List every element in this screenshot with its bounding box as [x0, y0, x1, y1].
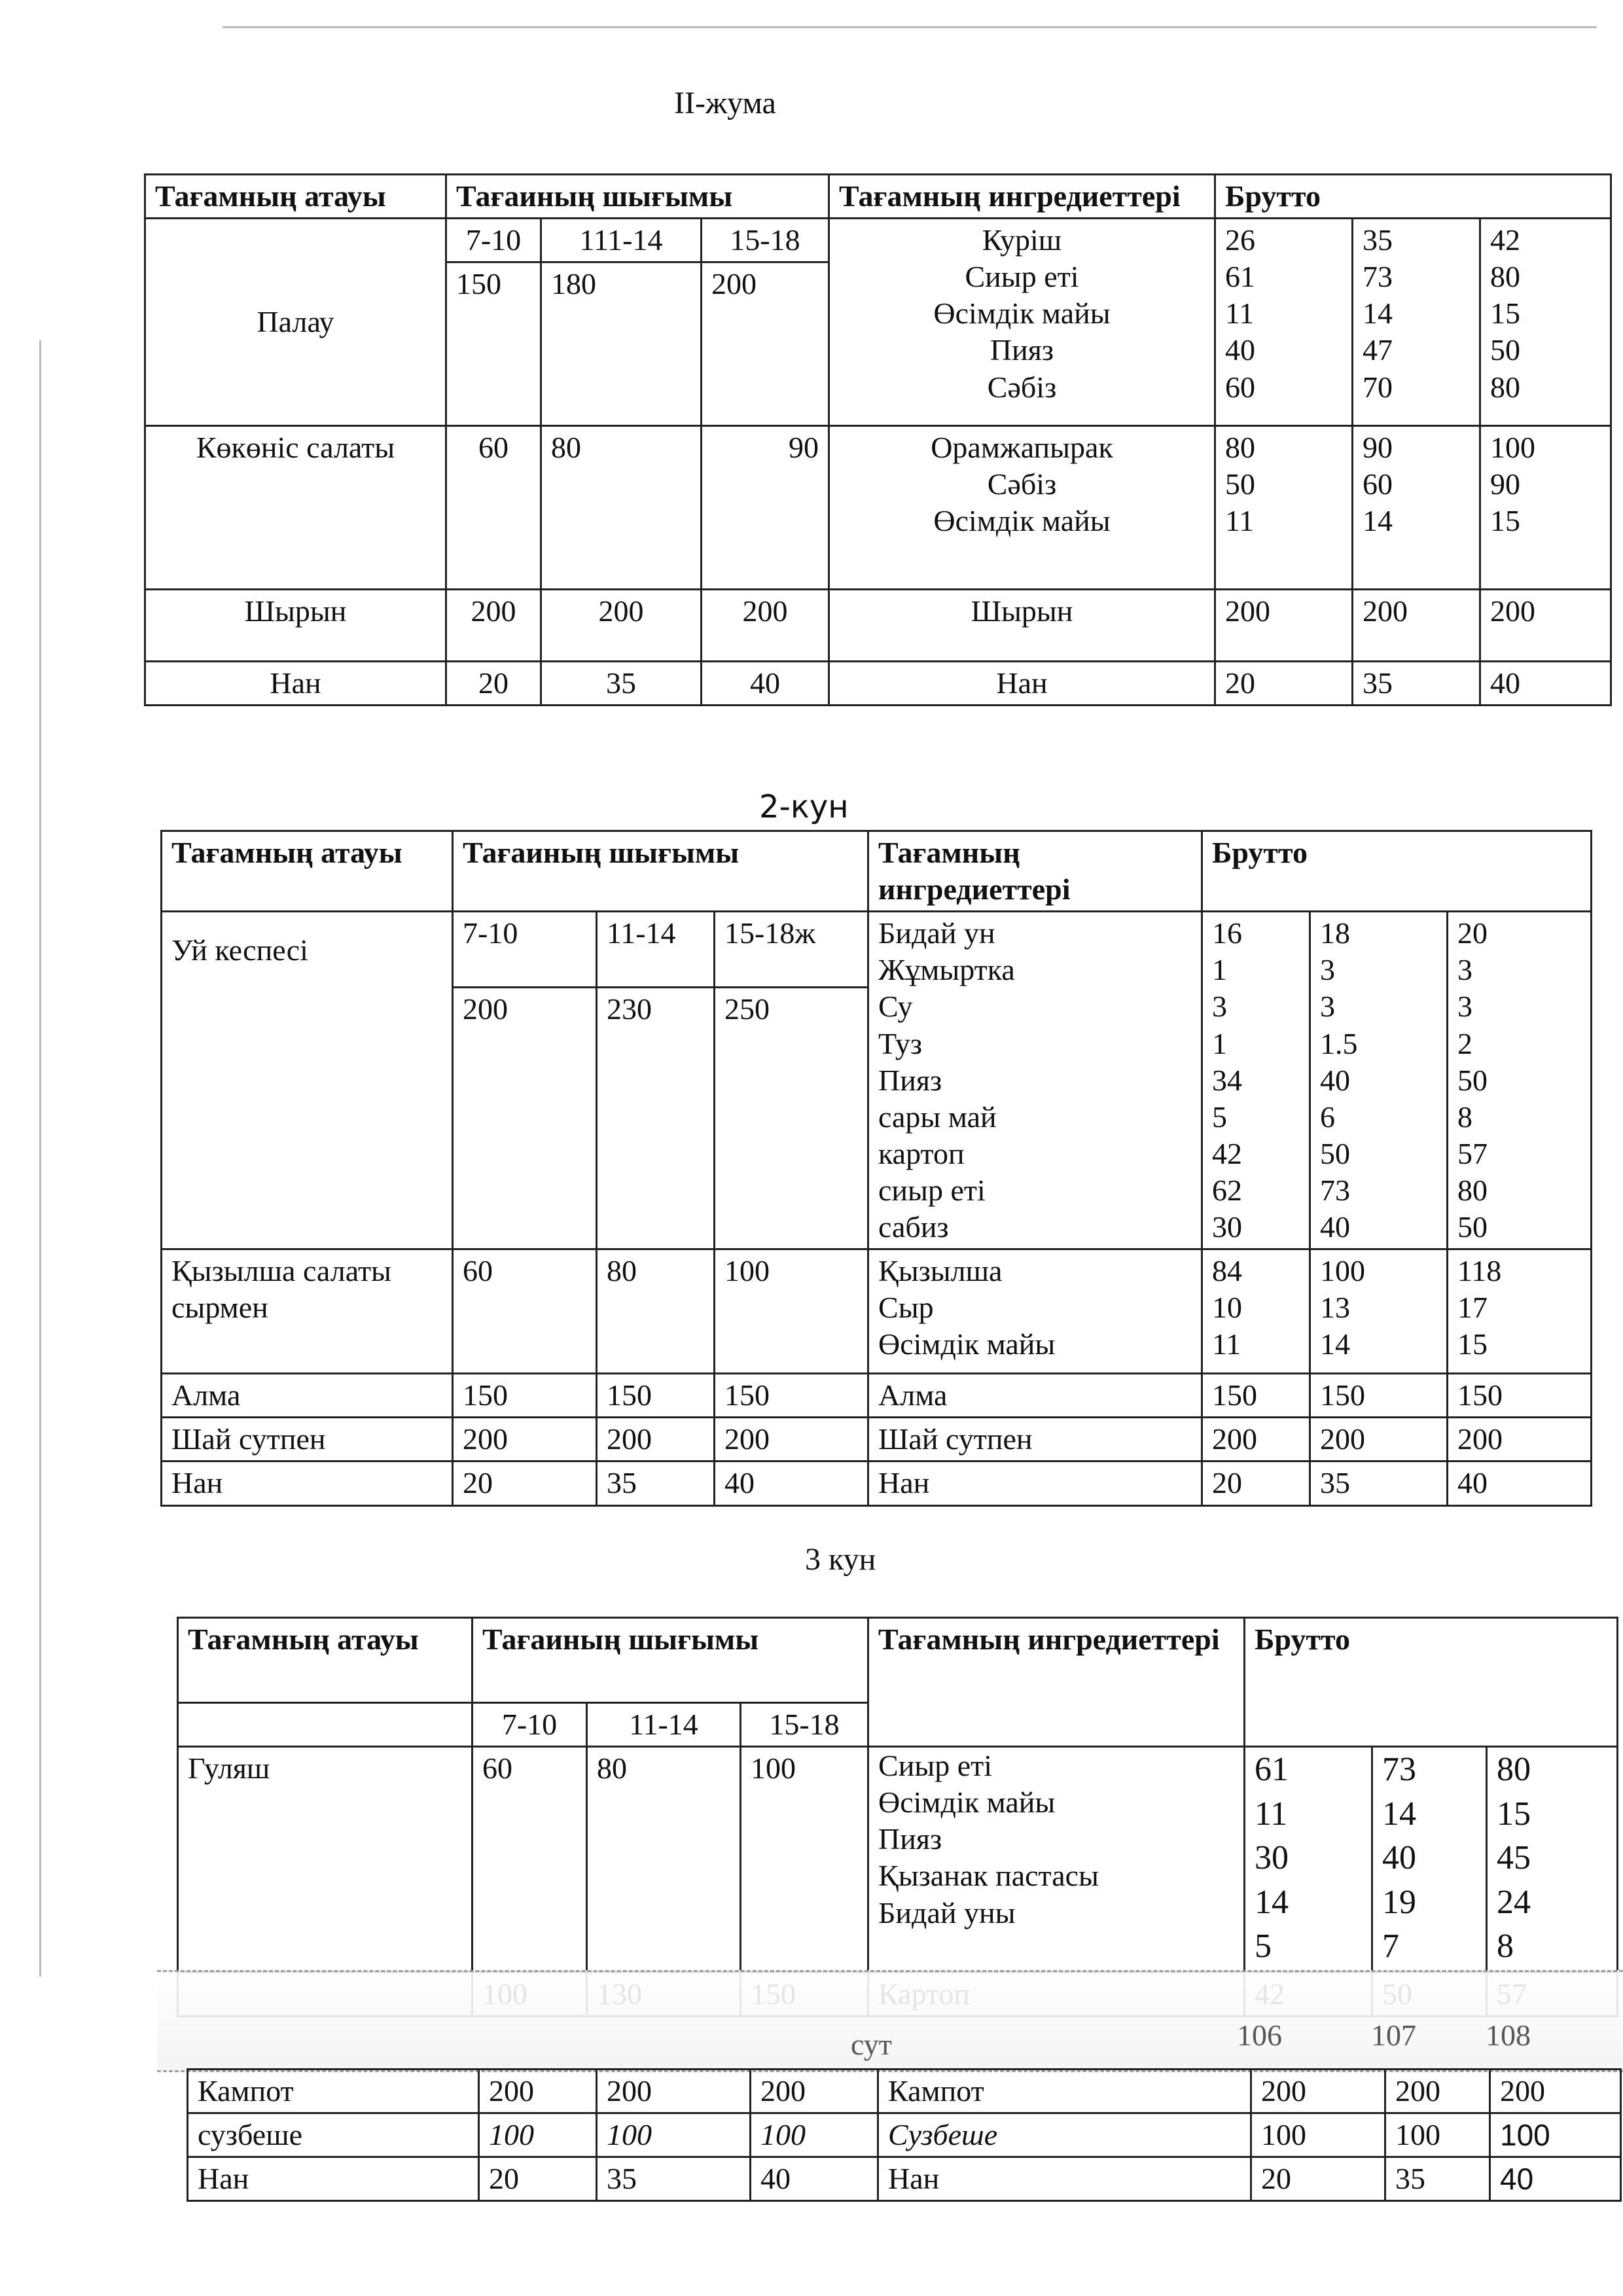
- brutto-value: 14: [1363, 504, 1393, 538]
- header-ingredients: Тағамның ингредиеттері: [829, 175, 1215, 219]
- brutto-value: 35: [1363, 223, 1393, 257]
- brutto-value: 90: [1490, 467, 1521, 501]
- brutto-value: 40: [1490, 2157, 1621, 2201]
- dish-name: Қызылша салаты сырмен: [162, 1249, 453, 1374]
- header-row: [178, 1618, 1618, 1703]
- brutto-value: 30: [1255, 1839, 1289, 1877]
- brutto-value: 40: [1382, 1839, 1417, 1877]
- header-ingredients: Тағамның ингредиеттері: [868, 1618, 1245, 1747]
- brutto-col-3: [1487, 1747, 1618, 1973]
- age-group: 11-14: [587, 1703, 741, 1747]
- yield-value: 40: [751, 2157, 878, 2201]
- age-group: 15-18: [702, 219, 829, 262]
- header-dish: Тағамның атауы: [178, 1618, 473, 1703]
- brutto-value: 70: [1363, 370, 1393, 404]
- age-group: 7-10: [473, 1703, 587, 1747]
- yield-value: 200: [453, 988, 597, 1249]
- header-ingredients: Тағамның ингредиеттері: [868, 831, 1202, 912]
- yield-value: 200: [702, 590, 829, 662]
- brutto-value: 200: [1202, 1418, 1310, 1462]
- brutto-value: 15: [1457, 1327, 1488, 1361]
- brutto-value: 50: [1225, 467, 1256, 501]
- torn-strip: [157, 1970, 1623, 2072]
- scan-edge-top: [223, 26, 1597, 28]
- ingredients-list: [829, 426, 1215, 590]
- ingredient: сиыр еті: [878, 1173, 986, 1207]
- brutto-value: 14: [1382, 1795, 1417, 1833]
- brutto-value: 2: [1457, 1026, 1473, 1060]
- brutto-value: 100: [1385, 2113, 1490, 2157]
- brutto-value: 150: [1448, 1374, 1592, 1418]
- brutto-value: 40: [1448, 1462, 1592, 1505]
- ingredient: Нан: [829, 662, 1215, 706]
- yield-value: 20: [446, 662, 541, 706]
- yield-value: 60: [453, 1249, 597, 1374]
- brutto-col-1: [1215, 426, 1353, 590]
- yield-value: 40: [702, 662, 829, 706]
- scan-edge-left: [39, 340, 41, 1977]
- yield-value: 80: [541, 426, 702, 590]
- brutto-value: 11: [1212, 1327, 1241, 1361]
- age-group: 7-10: [453, 912, 597, 988]
- age-group: 15-18ж: [715, 912, 868, 988]
- brutto-value: 80: [1457, 1173, 1488, 1207]
- brutto-value: 11: [1225, 504, 1255, 538]
- header-brutto: Брутто: [1202, 831, 1592, 912]
- ingredient: Қызанак пастасы: [878, 1859, 1099, 1893]
- yield-value: 35: [597, 1462, 715, 1505]
- week-heading: ІІ-жума: [674, 86, 776, 120]
- brutto-value: 26: [1225, 223, 1256, 257]
- brutto-value: 16: [1212, 916, 1243, 950]
- brutto-value: 13: [1320, 1291, 1351, 1325]
- brutto-col-1: [1215, 219, 1353, 426]
- yield-value: 100: [715, 1249, 868, 1374]
- ingredient: Шырын: [829, 590, 1215, 662]
- brutto-value: 20: [1251, 2157, 1385, 2201]
- dish-name: Гуляш: [178, 1747, 473, 1973]
- brutto-value: 45: [1497, 1839, 1531, 1877]
- yield-value: 100: [751, 2113, 878, 2157]
- brutto-value: 100: [1490, 431, 1536, 465]
- brutto-col-2: [1353, 426, 1480, 590]
- ingredient: Өсімдік майы: [878, 1785, 1056, 1820]
- yield-value: 35: [597, 2157, 751, 2201]
- table-row: [188, 2157, 1621, 2201]
- brutto-value: 80: [1497, 1751, 1531, 1789]
- brutto-col-2: [1372, 1747, 1487, 1973]
- yield-value: 200: [597, 2070, 751, 2113]
- dish-name: Кампот: [188, 2070, 479, 2113]
- brutto-value: 200: [1480, 590, 1611, 662]
- brutto-value: 200: [1490, 2070, 1621, 2113]
- header-row: [162, 831, 1592, 912]
- brutto-value: 5: [1212, 1100, 1228, 1134]
- dish-name: Нан: [188, 2157, 479, 2201]
- ingredient: Сиыр еті: [878, 1749, 993, 1783]
- brutto-value: 61: [1255, 1751, 1289, 1789]
- brutto-value: 11: [1255, 1795, 1288, 1833]
- yield-value: 100: [741, 1747, 868, 1973]
- day2-heading: 2-кун: [759, 789, 849, 825]
- table-row: [145, 426, 1611, 590]
- brutto-value: 14: [1320, 1327, 1351, 1361]
- brutto-value: 80: [1490, 260, 1521, 294]
- brutto-value: 19: [1382, 1883, 1417, 1921]
- brutto-value: 20: [1457, 916, 1488, 950]
- yield-value: 100: [479, 2113, 597, 2157]
- brutto-value: 200: [1385, 2070, 1490, 2113]
- brutto-value: 80: [1225, 431, 1256, 465]
- brutto-value: 3: [1457, 990, 1473, 1024]
- ingredient: Сәбіз: [987, 467, 1057, 501]
- brutto-value: 1.5: [1320, 1026, 1358, 1060]
- brutto-value: 15: [1490, 504, 1521, 538]
- brutto-value: 20: [1215, 662, 1353, 706]
- yield-value: 200: [479, 2070, 597, 2113]
- day3-heading: 3 кун: [805, 1542, 876, 1577]
- ingredient: картоп: [878, 1136, 965, 1170]
- table-row: [188, 2070, 1621, 2113]
- yield-value: 100: [597, 2113, 751, 2157]
- yield-value: 150: [597, 1374, 715, 1418]
- ingredient: Кампот: [878, 2070, 1251, 2113]
- brutto-value: 57: [1457, 1136, 1488, 1170]
- day1-table: [144, 173, 1612, 706]
- ingredient: Бидай ун: [878, 916, 995, 950]
- brutto-value: 73: [1382, 1751, 1417, 1789]
- yield-value: 200: [751, 2070, 878, 2113]
- dish-name: Шай сутпен: [162, 1418, 453, 1462]
- ingredient: Куріш: [982, 223, 1062, 257]
- ingredient: Сәбіз: [987, 370, 1057, 404]
- header-brutto: Брутто: [1215, 175, 1611, 219]
- yield-value: 20: [453, 1462, 597, 1505]
- yield-value: 60: [473, 1747, 587, 1973]
- ingredient: Пияз: [990, 333, 1054, 367]
- brutto-value: 118: [1457, 1254, 1502, 1288]
- brutto-value: 60: [1363, 467, 1393, 501]
- brutto-value: 100: [1320, 1254, 1366, 1288]
- yield-value: 150: [453, 1374, 597, 1418]
- ingredient: Туз: [878, 1026, 922, 1060]
- table-row: [162, 1249, 1592, 1374]
- ingredient: Сиыр еті: [965, 260, 1079, 294]
- brutto-value: 40: [1320, 1210, 1351, 1244]
- header-yield: Тағаиның шығымы: [446, 175, 829, 219]
- brutto-col-3: [1448, 1249, 1592, 1374]
- brutto-value: 14: [1255, 1883, 1289, 1921]
- ingredient: Алма: [868, 1374, 1202, 1418]
- brutto-col-1: [1202, 912, 1310, 1249]
- brutto-value: 40: [1320, 1063, 1351, 1097]
- brutto-value: 40: [1225, 333, 1256, 367]
- yield-value: 20: [479, 2157, 597, 2201]
- brutto-value: 34: [1212, 1063, 1243, 1097]
- day3-table: [177, 1617, 1618, 2017]
- ingredients-list: [868, 1249, 1202, 1374]
- yield-value: 90: [702, 426, 829, 590]
- brutto-col-3: [1480, 426, 1611, 590]
- brutto-value: 1: [1212, 953, 1228, 987]
- brutto-value: 50: [1490, 333, 1521, 367]
- brutto-value: 50: [1320, 1136, 1351, 1170]
- torn-ingredient: сут: [851, 2028, 892, 2061]
- brutto-value: 24: [1497, 1883, 1531, 1921]
- empty-cell: [178, 1703, 473, 1747]
- yield-value: 40: [715, 1462, 868, 1505]
- header-yield: Тағаиның шығымы: [473, 1618, 868, 1703]
- brutto-value: 40: [1480, 662, 1611, 706]
- ingredient: Өсімдік майы: [933, 296, 1111, 331]
- ingredient: Сузбеше: [878, 2113, 1251, 2157]
- dish-name: Шырын: [145, 590, 446, 662]
- brutto-value: 3: [1320, 953, 1336, 987]
- brutto-value: 15: [1497, 1795, 1531, 1833]
- brutto-value: 1: [1212, 1026, 1228, 1060]
- ingredient: Шай сутпен: [868, 1418, 1202, 1462]
- age-row: [145, 219, 1611, 262]
- torn-brutto-1: 106: [1237, 2018, 1282, 2052]
- ingredient: сары май: [878, 1100, 997, 1134]
- age-row: [162, 912, 1592, 988]
- brutto-value: 42: [1212, 1136, 1243, 1170]
- brutto-value: 100: [1251, 2113, 1385, 2157]
- torn-brutto-3: 108: [1486, 2018, 1531, 2052]
- yield-value: 60: [446, 426, 541, 590]
- brutto-value: 8: [1497, 1928, 1514, 1965]
- brutto-value: 200: [1353, 590, 1480, 662]
- yield-value: 200: [715, 1418, 868, 1462]
- yield-value: 180: [541, 262, 702, 426]
- age-group: 11-14: [597, 912, 715, 988]
- brutto-value: 14: [1363, 296, 1393, 331]
- ingredient: сабиз: [878, 1210, 949, 1244]
- brutto-value: 3: [1212, 990, 1228, 1024]
- torn-brutto-2: 107: [1371, 2018, 1416, 2052]
- header-row: [145, 175, 1611, 219]
- brutto-col-3: [1448, 912, 1592, 1249]
- brutto-col-3: [1480, 219, 1611, 426]
- dish-name: Нан: [145, 662, 446, 706]
- brutto-value: 200: [1251, 2070, 1385, 2113]
- brutto-value: 8: [1457, 1100, 1473, 1134]
- ingredients-list: [868, 912, 1202, 1249]
- ingredient: Орамжапырак: [931, 431, 1113, 465]
- age-group: 15-18: [741, 1703, 868, 1747]
- ingredient: Бидай уны: [878, 1895, 1016, 1929]
- brutto-value: 3: [1457, 953, 1473, 987]
- age-group: 7-10: [446, 219, 541, 262]
- brutto-value: 7: [1382, 1928, 1400, 1965]
- ingredient: Пияз: [878, 1063, 942, 1097]
- age-group: 111-14: [541, 219, 702, 262]
- brutto-value: 150: [1310, 1374, 1448, 1418]
- brutto-value: 10: [1212, 1291, 1243, 1325]
- dish-name: Нан: [162, 1462, 453, 1505]
- brutto-value: 60: [1225, 370, 1256, 404]
- brutto-value: 35: [1385, 2157, 1490, 2201]
- brutto-value: 3: [1320, 990, 1336, 1024]
- brutto-col-1: [1202, 1249, 1310, 1374]
- brutto-value: 15: [1490, 296, 1521, 331]
- yield-value: 80: [597, 1249, 715, 1374]
- day3-bottom-table: [187, 2068, 1622, 2202]
- table-row: [188, 2113, 1621, 2157]
- brutto-value: 30: [1212, 1210, 1243, 1244]
- yield-value: 200: [446, 590, 541, 662]
- brutto-value: 35: [1353, 662, 1480, 706]
- ingredient: Нан: [878, 2157, 1251, 2201]
- yield-value: 200: [453, 1418, 597, 1462]
- brutto-value: 35: [1310, 1462, 1448, 1505]
- brutto-value: 17: [1457, 1291, 1488, 1325]
- table-row: [162, 1462, 1592, 1505]
- brutto-value: 84: [1212, 1254, 1243, 1288]
- yield-value: 200: [541, 590, 702, 662]
- ingredient: Өсімдік майы: [878, 1327, 1056, 1361]
- brutto-value: 73: [1320, 1173, 1351, 1207]
- brutto-value: 90: [1363, 431, 1393, 465]
- table-row: [145, 662, 1611, 706]
- brutto-col-1: [1245, 1747, 1372, 1973]
- ingredients-list: [829, 219, 1215, 426]
- ingredient: Өсімдік майы: [933, 504, 1111, 538]
- brutto-value: 50: [1457, 1210, 1488, 1244]
- brutto-value: 20: [1202, 1462, 1310, 1505]
- brutto-value: 42: [1490, 223, 1521, 257]
- brutto-value: 47: [1363, 333, 1393, 367]
- yield-value: 200: [597, 1418, 715, 1462]
- brutto-value: 80: [1490, 370, 1521, 404]
- ingredient: Пияз: [878, 1822, 942, 1856]
- table-row: [145, 590, 1611, 662]
- brutto-value: 62: [1212, 1173, 1243, 1207]
- brutto-col-2: [1310, 1249, 1448, 1374]
- yield-value: 250: [715, 988, 868, 1249]
- ingredient: Сыр: [878, 1291, 934, 1325]
- brutto-col-2: [1353, 219, 1480, 426]
- brutto-value: 50: [1457, 1063, 1488, 1097]
- ingredients-list: [868, 1747, 1245, 1973]
- dish-name: Уй кеспесі: [162, 912, 453, 1249]
- yield-value: 35: [541, 662, 702, 706]
- brutto-value: 73: [1363, 260, 1393, 294]
- ingredient: Қызылша: [878, 1254, 1003, 1288]
- yield-value: 150: [715, 1374, 868, 1418]
- brutto-value: 18: [1320, 916, 1351, 950]
- brutto-value: 200: [1310, 1418, 1448, 1462]
- dish-name: Алма: [162, 1374, 453, 1418]
- header-yield: Тағаиның шығымы: [453, 831, 868, 912]
- brutto-value: 200: [1448, 1418, 1592, 1462]
- ingredient: Су: [878, 990, 913, 1024]
- brutto-value: 11: [1225, 296, 1255, 331]
- brutto-value: 150: [1202, 1374, 1310, 1418]
- yield-value: 150: [446, 262, 541, 426]
- brutto-value: 200: [1215, 590, 1353, 662]
- ingredient: Нан: [868, 1462, 1202, 1505]
- yield-value: 230: [597, 988, 715, 1249]
- header-dish: Тағамның атауы: [162, 831, 453, 912]
- brutto-value: 100: [1490, 2113, 1621, 2157]
- table-row: [162, 1374, 1592, 1418]
- table-row: [178, 1747, 1618, 1973]
- header-dish: Тағамның атауы: [145, 175, 446, 219]
- dish-name: Палау: [145, 219, 446, 426]
- yield-value: 80: [587, 1747, 741, 1973]
- brutto-value: 5: [1255, 1928, 1272, 1965]
- header-brutto: Брутто: [1245, 1618, 1618, 1747]
- brutto-value: 6: [1320, 1100, 1336, 1134]
- brutto-col-2: [1310, 912, 1448, 1249]
- dish-name: Көкөніс салаты: [145, 426, 446, 590]
- table-row: [162, 1418, 1592, 1462]
- ingredient: Жұмыртка: [878, 953, 1015, 987]
- brutto-value: 61: [1225, 260, 1256, 294]
- dish-name: сузбеше: [188, 2113, 479, 2157]
- day2-table: [160, 830, 1592, 1507]
- yield-value: 200: [702, 262, 829, 426]
